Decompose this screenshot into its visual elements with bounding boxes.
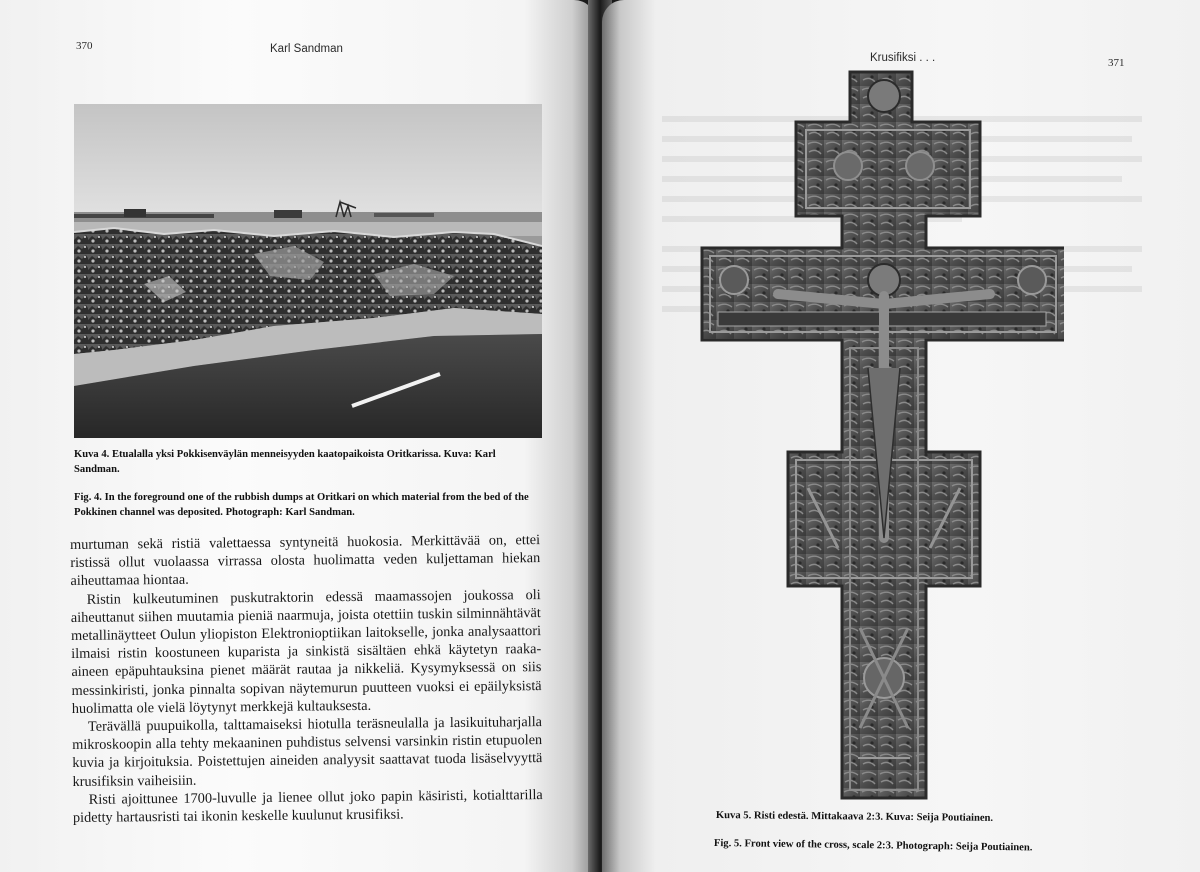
harbour-landscape-image	[74, 104, 542, 438]
page-number-left: 370	[76, 40, 93, 52]
paragraph: murtuman sekä ristiä valettaessa syntyneitä huokosia. Merkittävää on, ettei ristissä ollut vuolaassa virrassa olosta huolimatta veden kuljettaman hiekan aiheuttamaa hiontaa.	[70, 532, 541, 590]
running-head-title: Krusifiksi . . .	[870, 52, 936, 64]
figure-5-caption-english: Fig. 5. Front view of the cross, scale 2:3. Photograph: Seija Poutiainen.	[713, 837, 1033, 854]
running-head-author: Karl Sandman	[270, 43, 343, 55]
paragraph: Terävällä puupuikolla, talttamaiseksi hiotulla teräsneulalla ja lasikuituharjalla mikroskoopin alla tehty mekaaninen puhdistus selvensi varsinkin ristin etupuolen kuvia ja kirjoituksia. Poistettujen aineiden analyysit saattavat tuoda lisäselvyyttä krusifiksin vaiheisiin.	[72, 714, 543, 790]
figure-5-caption-finnish: Kuva 5. Risti edestä. Mittakaava 2:3. Kuva: Seija Poutiainen.	[715, 809, 994, 824]
body-text	[70, 531, 543, 827]
figure-4-photo	[74, 104, 542, 438]
right-page	[602, 0, 1200, 872]
figure-5-cross-photo	[698, 68, 1064, 800]
left-page	[0, 0, 596, 872]
paragraph: Risti ajoittunee 1700-luvulle ja lienee ollut joko papin käsiristi, kotialttarilla pidetty hartausristi tai ikonin keskelle kuulunut krusifiksi.	[72, 786, 543, 827]
figure-4-caption-english: Fig. 4. In the foreground one of the rubbish dumps at Oritkari on which material from the bed of the Pokkinen channel was deposited. Photograph: Karl Sandman.	[74, 492, 529, 518]
paragraph: Ristin kulkeutuminen puskutraktorin edessä maamassojen joukossa oli aiheuttanut siihen muutamia pieniä naarmuja, joista otettiin tuskin silminnähtävät metallinäytteet Oulun yliopiston Elektronioptiikan laitokselle, jonka analysaattori ilmaisi ristin koostuneen kuparista ja sinkistä sisältäen ehkä käytetyn raaka-aineen epäpuhtauksina pienet määrät rautaa ja nikkeliä. Kysymyksessä on siis messinkiristi, jonka pinnalta sopivan näytemurun puutteen vuoksi ei epäilyksistä huolimatta ole vielä löytynyt merkkejä kultauksesta.	[70, 586, 542, 717]
orthodox-cross-image	[698, 68, 1064, 800]
figure-4-caption-finnish: Kuva 4. Etualalla yksi Pokkisenväylän menneisyyden kaatopaikoista Oritkarissa. Kuva: Karl Sandman.	[74, 449, 496, 475]
page-number-right: 371	[1108, 57, 1125, 69]
